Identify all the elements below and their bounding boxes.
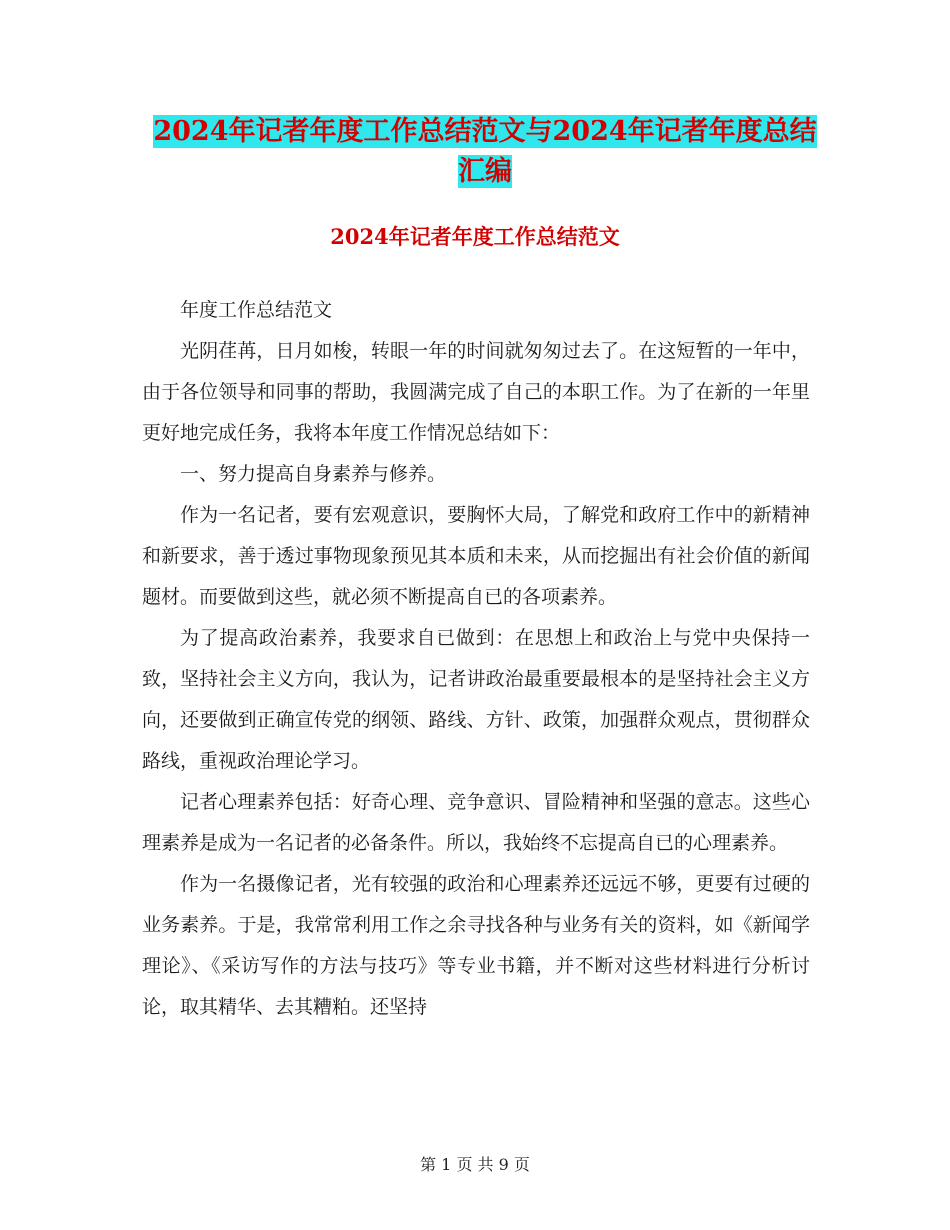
page-number-footer: 第 1 页 共 9 页	[420, 1155, 530, 1174]
title-highlight: 汇编	[458, 156, 512, 187]
document-title-line-2	[10, 152, 950, 192]
section-title: 2024年记者年度工作总结范文	[330, 224, 620, 249]
paragraph: 作为一名记者，要有宏观意识，要胸怀大局，了解党和政府工作中的新精神和新要求，善于透过事物现象预见其本质和未来，从而挖掘出有社会价值的新闻题材。而要做到这些，就必须不断提高自已的各项素养。	[142, 504, 810, 608]
document-title-line-1	[10, 112, 950, 152]
title-highlight: 2024年记者年度工作总结范文与2024年记者年度总结	[153, 116, 817, 147]
paragraph: 一、努力提高自身素养与修养。	[180, 463, 447, 485]
paragraph: 记者心理素养包括：好奇心理、竞争意识、冒险精神和坚强的意志。这些心理素养是成为一名记者的必备条件。所以，我始终不忘提高自已的心理素养。	[142, 791, 810, 854]
document-body	[142, 290, 810, 1028]
paragraph: 光阴荏苒，日月如梭，转眼一年的时间就匆匆过去了。在这短暂的一年中，由于各位领导和同事的帮助，我圆满完成了自己的本职工作。为了在新的一年里更好地完成任务，我将本年度工作情况总结如下：	[142, 340, 810, 444]
paragraph: 年度工作总结范文	[180, 299, 333, 321]
paragraph: 作为一名摄像记者，光有较强的政治和心理素养还远远不够，更要有过硬的业务素养。于是，我常常利用工作之余寻找各种与业务有关的资料，如《新闻学理论》、《采访写作的方法与技巧》等专业书籍，并不断对这些材料进行分析讨论，取其精华、去其糟粕。还坚持	[142, 873, 810, 1018]
paragraph: 为了提高政治素养，我要求自已做到：在思想上和政治上与党中央保持一致，坚持社会主义方向，我认为，记者讲政治最重要最根本的是坚持社会主义方向，还要做到正确宣传党的纲领、路线、方针、政策，加强群众观点，贯彻群众路线，重视政治理论学习。	[142, 627, 810, 772]
